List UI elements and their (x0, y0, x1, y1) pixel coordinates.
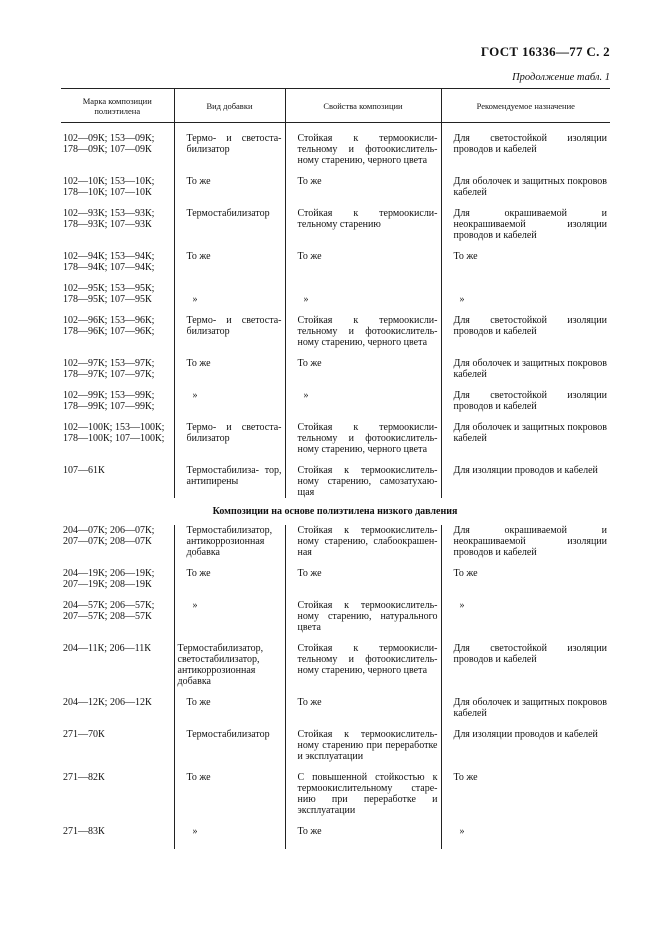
purpose-cell: Для изоляции проводов и кабелей (441, 465, 610, 498)
mark-cell: 102—93К; 153—93К; 178—93К; 107—93К (63, 208, 155, 230)
additive-cell: » (174, 390, 285, 412)
mark-cell: 102—100К; 153—100К; 178—100К; 107—100К; (63, 422, 165, 444)
additive-cell: То же (174, 568, 285, 590)
properties-cell: Стойкая к термоокислитель- ному старению, слабоокрашен- ная (285, 525, 441, 558)
table-row (61, 772, 610, 816)
properties-cell: Стойкая к термоокислитель- ному старению при переработке и эксплуатации (285, 729, 441, 762)
table-row (61, 283, 610, 305)
table-row (61, 697, 610, 719)
table-row (61, 568, 610, 590)
table-row (61, 176, 610, 198)
additive-cell: Термостабилизатор (174, 729, 285, 762)
table-row (61, 826, 610, 849)
properties-cell: Стойкая к термоокислитель- ному старению, натурального цвета (285, 600, 441, 633)
additive-cell: Термо- и светоста- билизатор (174, 315, 285, 348)
properties-cell: Стойкая к термоокисли- тельному и фотоокислитель- ному старению, черного цвета (285, 133, 441, 166)
properties-cell: Стойкая к термоокисли- тельному и фотоокислитель- ному старению, черного цвета (285, 315, 441, 348)
document-header: ГОСТ 16336—77 С. 2 (480, 44, 610, 59)
additive-cell: Термостабилизатор (174, 208, 285, 241)
mark-cell: 204—12К; 206—12К (63, 697, 152, 708)
table-row (61, 643, 610, 687)
table-row (61, 251, 610, 273)
purpose-cell: Для светостойкой изоляции проводов и кабелей (441, 390, 610, 412)
additive-cell: Термо- и светоста- билизатор (174, 422, 285, 455)
purpose-cell: То же (441, 568, 610, 590)
table-row (61, 390, 610, 412)
additive-cell: То же (174, 176, 285, 198)
table-row (61, 133, 610, 166)
additive-cell: » (174, 826, 285, 849)
composition-table (61, 88, 610, 849)
purpose-cell: Для изоляции проводов и кабелей (441, 729, 610, 762)
additive-cell: То же (174, 251, 285, 273)
mark-cell: 204—11К; 206—11К (63, 643, 151, 654)
purpose-cell: » (441, 600, 610, 633)
additive-cell: То же (174, 358, 285, 380)
mark-cell: 102—94К; 153—94К; 178—94К; 107—94К; (63, 251, 155, 273)
additive-cell: Термо- и светоста- билизатор (174, 133, 285, 166)
purpose-cell: Для оболочек и защитных покровов кабелей (441, 176, 610, 198)
mark-cell: 102—99К; 153—99К; 178—99К; 107—99К; (63, 390, 155, 412)
additive-cell: Термостабилиза- тор, антипирены (174, 465, 285, 498)
additive-cell: » (174, 283, 285, 305)
properties-cell: Стойкая к термоокисли- тельному и фотоокислитель- ному старению, черного цвета (285, 422, 441, 455)
purpose-cell: Для окрашиваемой и неокрашиваемой изоляции проводов и кабелей (441, 525, 610, 558)
purpose-cell: Для светостойкой изоляции проводов и кабелей (441, 133, 610, 166)
properties-cell: » (285, 390, 441, 412)
properties-cell: » (285, 283, 441, 305)
mark-cell: 271—83К (63, 826, 105, 837)
table-row (61, 422, 610, 455)
mark-cell: 204—19К; 206—19К; 207—19К; 208—19К (63, 568, 155, 590)
mark-cell: 204—57К; 206—57К; 207—57К; 208—57К (63, 600, 155, 622)
mark-cell: 271—70К (63, 729, 105, 740)
properties-cell: Стойкая к термоокисли- тельному и фотоокислитель- ному старению, черного цвета (285, 643, 441, 687)
table-row (61, 358, 610, 380)
table-continuation-label: Продолжение табл. 1 (512, 72, 610, 83)
section-heading-row (61, 498, 610, 525)
table-row (61, 315, 610, 348)
purpose-cell: То же (441, 251, 610, 273)
mark-cell: 102—97К; 153—97К; 178—97К; 107—97К; (63, 358, 155, 380)
mark-cell: 102—09К; 153—09К; 178—09К; 107—09К (63, 133, 155, 155)
purpose-cell: Для светостойкой изоляции проводов и кабелей (441, 315, 610, 348)
purpose-cell: Для светостойкой изоляции проводов и кабелей (441, 643, 610, 687)
properties-cell: То же (285, 826, 441, 849)
column-header-mark: Марка композиции полиэтилена (61, 89, 174, 123)
properties-cell: То же (285, 251, 441, 273)
properties-cell: То же (285, 176, 441, 198)
purpose-cell: » (441, 826, 610, 849)
section-heading: Композиции на основе полиэтилена низкого давления (212, 506, 458, 517)
column-header-additive: Вид добавки (174, 89, 285, 123)
additive-cell: Термостабилизатор, антикоррозионная добавка (174, 525, 285, 558)
table-row (61, 600, 610, 633)
mark-cell: 107—61К (63, 465, 105, 476)
table-row (61, 729, 610, 762)
purpose-cell: Для оболочек и защитных покровов кабелей (441, 358, 610, 380)
purpose-cell: Для окрашиваемой и неокрашиваемой изоляции проводов и кабелей (441, 208, 610, 241)
purpose-cell: » (441, 283, 610, 305)
properties-cell: Стойкая к термоокислитель- ному старению, самозатухаю- щая (285, 465, 441, 498)
additive-cell: Термостабилизатор, светостабилизатор, антикоррозионная добавка (174, 643, 285, 687)
mark-cell: 102—95К; 153—95К; 178—95К; 107—95К (63, 283, 155, 305)
purpose-cell: То же (441, 772, 610, 816)
properties-cell: Стойкая к термоокисли- тельному старению (285, 208, 441, 241)
additive-cell: То же (174, 772, 285, 816)
mark-cell: 271—82К (63, 772, 105, 783)
mark-cell: 204—07К; 206—07К; 207—07К; 208—07К (63, 525, 155, 547)
purpose-cell: Для оболочек и защитных покровов кабелей (441, 422, 610, 455)
properties-cell: То же (285, 697, 441, 719)
mark-cell: 102—96К; 153—96К; 178—96К; 107—96К; (63, 315, 155, 337)
properties-cell: С повышенной стойкостью к термоокислительному старе- нию при переработке и эксплуатации (285, 772, 441, 816)
column-header-properties: Свойства композиции (285, 89, 441, 123)
table-row (61, 525, 610, 558)
purpose-cell: Для оболочек и защитных покровов кабелей (441, 697, 610, 719)
properties-cell: То же (285, 568, 441, 590)
additive-cell: » (174, 600, 285, 633)
table-row (61, 208, 610, 241)
table-header-row (61, 89, 610, 123)
additive-cell: То же (174, 697, 285, 719)
mark-cell: 102—10К; 153—10К; 178—10К; 107—10К (63, 176, 155, 198)
column-header-purpose: Рекомендуемое назначение (441, 89, 610, 123)
table-row (61, 465, 610, 498)
properties-cell: То же (285, 358, 441, 380)
